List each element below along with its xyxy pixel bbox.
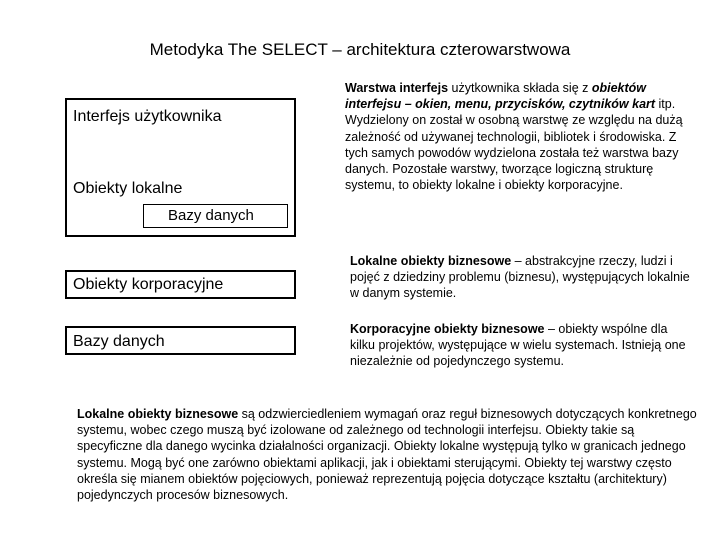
local-objects-label: Obiekty lokalne xyxy=(73,180,183,197)
ui-desc-bold: Warstwa interfejs xyxy=(345,81,449,95)
local-objects-description xyxy=(350,253,695,302)
ui-layer-description xyxy=(345,80,695,193)
database-layer-box xyxy=(65,326,296,355)
page-title: Metodyka The SELECT – architektura czterowarstwowa xyxy=(149,40,571,59)
bottom-bold: Lokalne obiekty biznesowe xyxy=(77,407,239,421)
corporate-desc-text: – obiekty wspólne dla kilku projektów, występujące w wielu systemach. Istnieją one niezależnie od pojedynczego systemu. xyxy=(350,322,686,369)
corporate-layer-label: Obiekty korporacyjne xyxy=(73,276,224,293)
corporate-desc-bold: Korporacyjne obiekty biznesowe xyxy=(350,322,545,336)
ui-layer-label: Interfejs użytkownika xyxy=(73,108,222,125)
local-desc-text: – abstrakcyjne rzeczy, ludzi i pojęć z dziedziny problemu (biznesu), występujących lokalnie w danym systemie. xyxy=(350,254,690,301)
local-db-inner-label: Bazy danych xyxy=(168,207,254,224)
local-desc-bold: Lokalne obiekty biznesowe xyxy=(350,254,512,268)
corporate-objects-description xyxy=(350,321,695,370)
ui-local-layer-box xyxy=(65,98,296,237)
database-layer-label: Bazy danych xyxy=(73,333,165,350)
local-objects-explanation xyxy=(77,406,702,503)
bottom-text: są odzwierciedleniem wymagań oraz reguł biznesowych dotyczących konkretnego systemu, wobec czego muszą być izolowane od zależnego od technologii interfejsu. Obiekty takie są specyficzne dla danego wycinka działalności organizacji. Obiekty lokalne występują tylko w granicach jednego systemu. Mogą być one zarówno obiektami aplikacji, jak i obiektami sterującymi. Obiekty tej warstwy często określa się mianem obiektów pojęciowych, ponieważ reprezentują pojęcia dotyczące kształtu (architektury) pojedynczych procesów biznesowych. xyxy=(77,407,697,503)
corporate-layer-box xyxy=(65,270,296,299)
ui-desc-emphasis: obiektów interfejsu – okien, menu, przycisków, czytników kart xyxy=(345,81,656,112)
ui-desc-text1: użytkownika składa się z xyxy=(448,81,592,95)
local-db-inner-box xyxy=(143,204,288,228)
ui-desc-text2: itp. Wydzielony on został w osobną warstwę ze względu na dużą zależność od używanej technologii, bibliotek i środowiska. Z tych samych powodów wydzielona została też warstwa bazy danych. Pozostałe warstwy, tworzące logiczną strukturę systemu, to obiekty lokalne i obiekty korporacyjne. xyxy=(345,97,683,193)
